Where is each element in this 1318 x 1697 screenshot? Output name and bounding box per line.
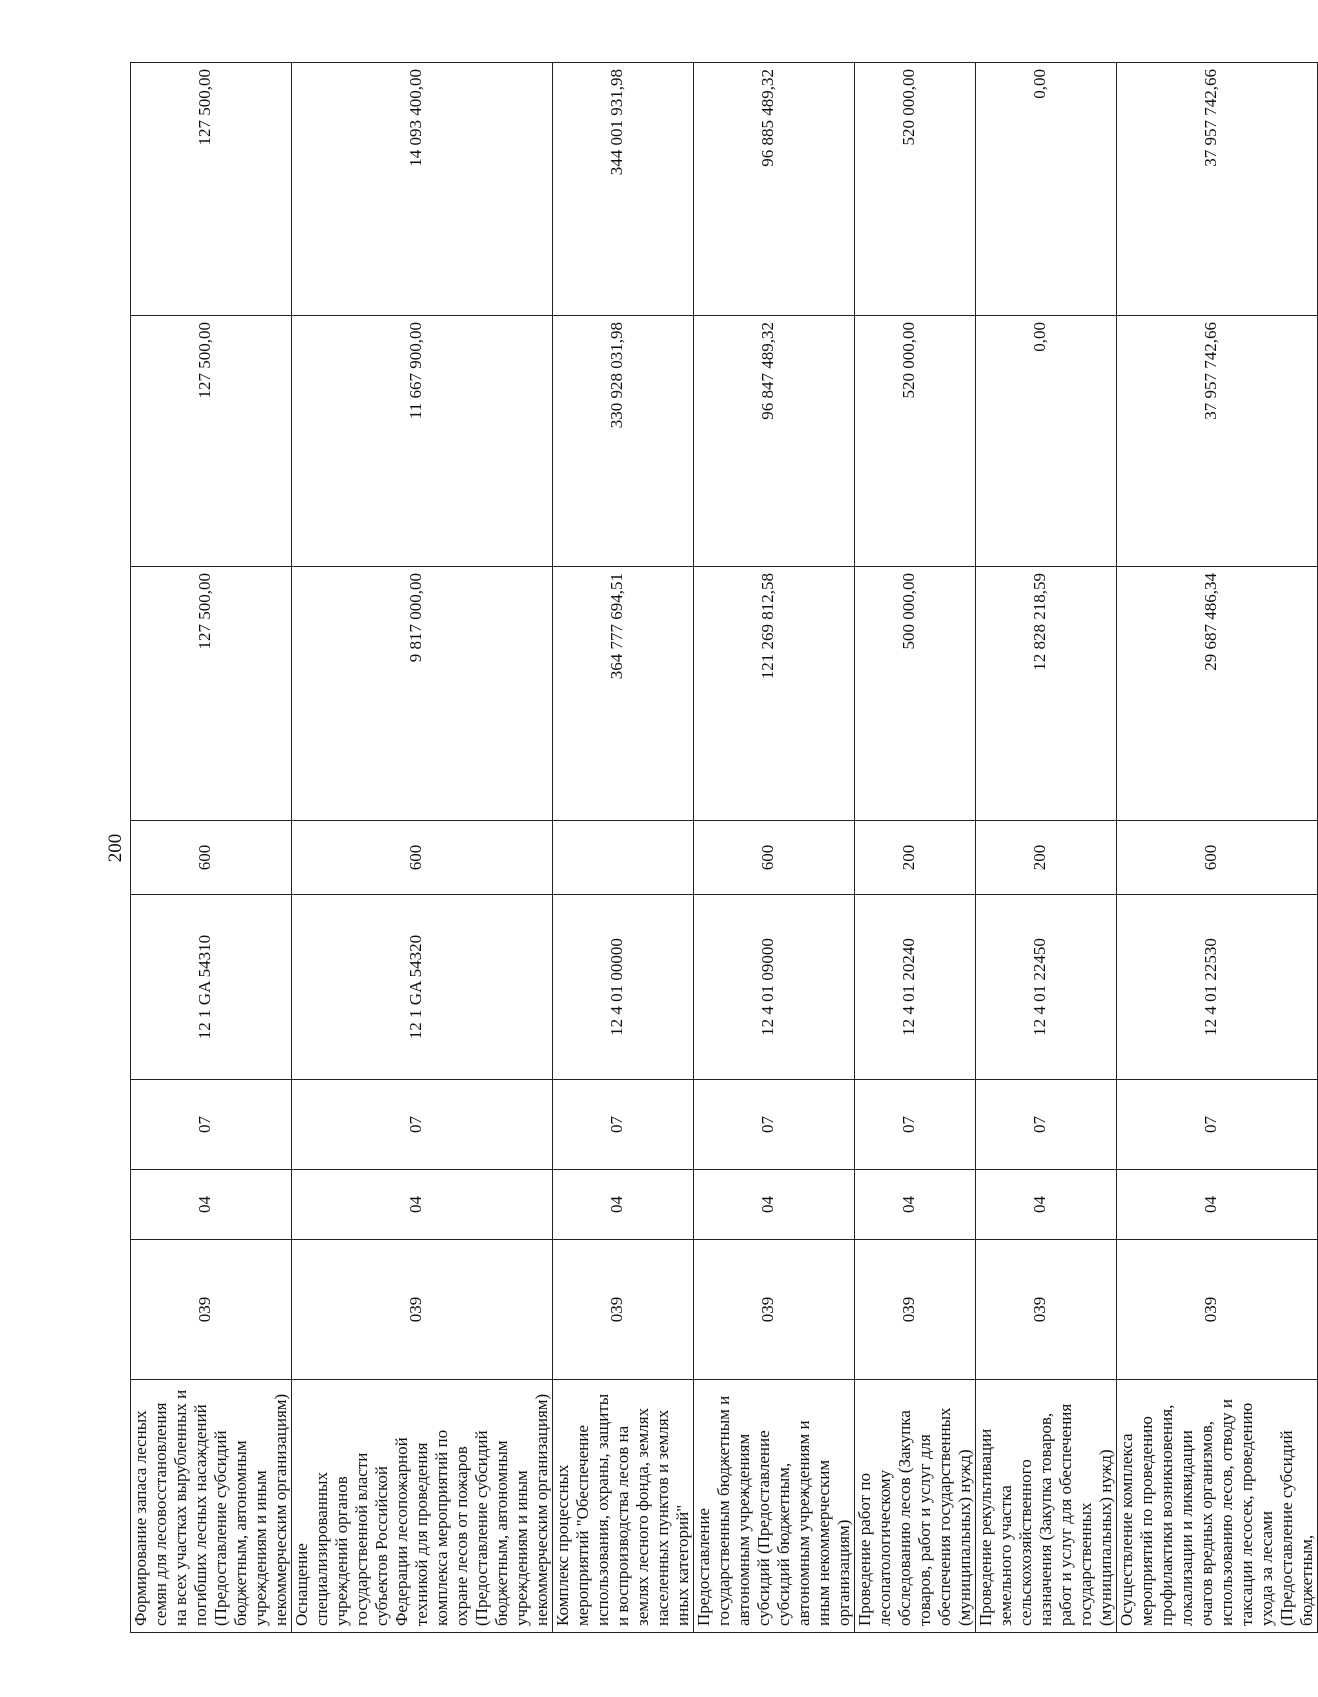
amount-year-1: 127 500,00: [131, 567, 292, 821]
row-name: Комплекс процессных мероприятий "Обеспечение использования, охраны, защиты и воспроизводства лесов на землях лесного фонда, землях населенных пунктов и землях иных категорий": [553, 1380, 694, 1633]
amount-year-3: 96 885 489,32: [694, 63, 855, 316]
amount-year-3: 127 500,00: [131, 63, 292, 316]
expense-type: 600: [1117, 821, 1318, 895]
section-code: 04: [976, 1170, 1117, 1240]
amount-year-2: 96 847 489,32: [694, 316, 855, 567]
amount-year-3: 14 093 400,00: [292, 63, 553, 316]
amount-year-1: 364 777 694,51: [553, 567, 694, 821]
section-code: 04: [694, 1170, 855, 1240]
target-article: 12 4 01 20240: [855, 895, 976, 1080]
amount-year-2: 37 957 742,66: [1117, 316, 1318, 567]
page-number: 200: [105, 833, 126, 863]
table-body: [131, 63, 1318, 1633]
amount-year-3: 520 000,00: [855, 63, 976, 316]
subsection-code: 07: [855, 1080, 976, 1170]
table-row: [1117, 63, 1318, 1633]
section-code: 04: [131, 1170, 292, 1240]
section-code: 04: [1117, 1170, 1318, 1240]
section-code: 04: [292, 1170, 553, 1240]
target-article: 12 1 GA 54320: [292, 895, 553, 1080]
subsection-code: 07: [976, 1080, 1117, 1170]
target-article: 12 4 01 22530: [1117, 895, 1318, 1080]
subsection-code: 07: [292, 1080, 553, 1170]
table-row: [976, 63, 1117, 1633]
rotated-page-content: [130, 63, 1316, 1633]
ministry-code: 039: [131, 1240, 292, 1380]
expense-type: 600: [131, 821, 292, 895]
expense-type: 200: [976, 821, 1117, 895]
subsection-code: 07: [131, 1080, 292, 1170]
amount-year-2: 11 667 900,00: [292, 316, 553, 567]
row-name: Осуществление комплекса мероприятий по проведению профилактики возникновения, локализации и ликвидации очагов вредных организмов, использованию лесов, отводу и таксации лесосек, проведению ухода за лесами (Предоставление субсидий бюджетным,: [1117, 1380, 1318, 1633]
amount-year-3: 344 001 931,98: [553, 63, 694, 316]
amount-year-2: 0,00: [976, 316, 1117, 567]
amount-year-3: 0,00: [976, 63, 1117, 316]
target-article: 12 4 01 09000: [694, 895, 855, 1080]
ministry-code: 039: [1117, 1240, 1318, 1380]
table-row: [292, 63, 553, 1633]
target-article: 12 4 01 00000: [553, 895, 694, 1080]
ministry-code: 039: [553, 1240, 694, 1380]
amount-year-1: 12 828 218,59: [976, 567, 1117, 821]
amount-year-2: 330 928 031,98: [553, 316, 694, 567]
amount-year-1: 121 269 812,58: [694, 567, 855, 821]
amount-year-1: 9 817 000,00: [292, 567, 553, 821]
amount-year-1: 500 000,00: [855, 567, 976, 821]
expense-type: 600: [292, 821, 553, 895]
table-row: [694, 63, 855, 1633]
target-article: 12 1 GA 54310: [131, 895, 292, 1080]
subsection-code: 07: [1117, 1080, 1318, 1170]
ministry-code: 039: [976, 1240, 1117, 1380]
table-row: [855, 63, 976, 1633]
amount-year-2: 520 000,00: [855, 316, 976, 567]
row-name: Предоставление государственным бюджетным и автономным учреждениям субсидий (Предоставление субсидий бюджетным, автономным учреждениям и иным некоммерческим организациям): [694, 1380, 855, 1633]
section-code: 04: [855, 1170, 976, 1240]
section-code: 04: [553, 1170, 694, 1240]
expense-type: 200: [855, 821, 976, 895]
target-article: 12 4 01 22450: [976, 895, 1117, 1080]
table-row: [131, 63, 292, 1633]
amount-year-1: 29 687 486,34: [1117, 567, 1318, 821]
ministry-code: 039: [292, 1240, 553, 1380]
subsection-code: 07: [694, 1080, 855, 1170]
ministry-code: 039: [855, 1240, 976, 1380]
row-name: Проведение рекультивации земельного участка сельскохозяйственного назначения (Закупка товаров, работ и услуг для обеспечения государственных (муниципальных) нужд): [976, 1380, 1117, 1633]
table-row: [553, 63, 694, 1633]
row-name: Оснащение специализированных учреждений органов государственной власти субъектов Российской Федерации лесопожарной техникой для проведения комплекса мероприятий по охране лесов от пожаров (Предоставление субсидий бюджетным, автономным учреждениям и иным некоммерческим организациям): [292, 1380, 553, 1633]
ministry-code: 039: [694, 1240, 855, 1380]
amount-year-2: 127 500,00: [131, 316, 292, 567]
expense-type: 600: [694, 821, 855, 895]
expense-type: [553, 821, 694, 895]
budget-table: [130, 62, 1318, 1633]
subsection-code: 07: [553, 1080, 694, 1170]
amount-year-3: 37 957 742,66: [1117, 63, 1318, 316]
row-name: Проведение работ по лесопатологическому обследованию лесов (Закупка товаров, работ и услуг для обеспечения государственных (муниципальных) нужд): [855, 1380, 976, 1633]
row-name: Формирование запаса лесных семян для лесовосстановления на всех участках вырубленных и погибших лесных насаждений (Предоставление субсидий бюджетным, автономным учреждениям и иным некоммерческим организациям): [131, 1380, 292, 1633]
